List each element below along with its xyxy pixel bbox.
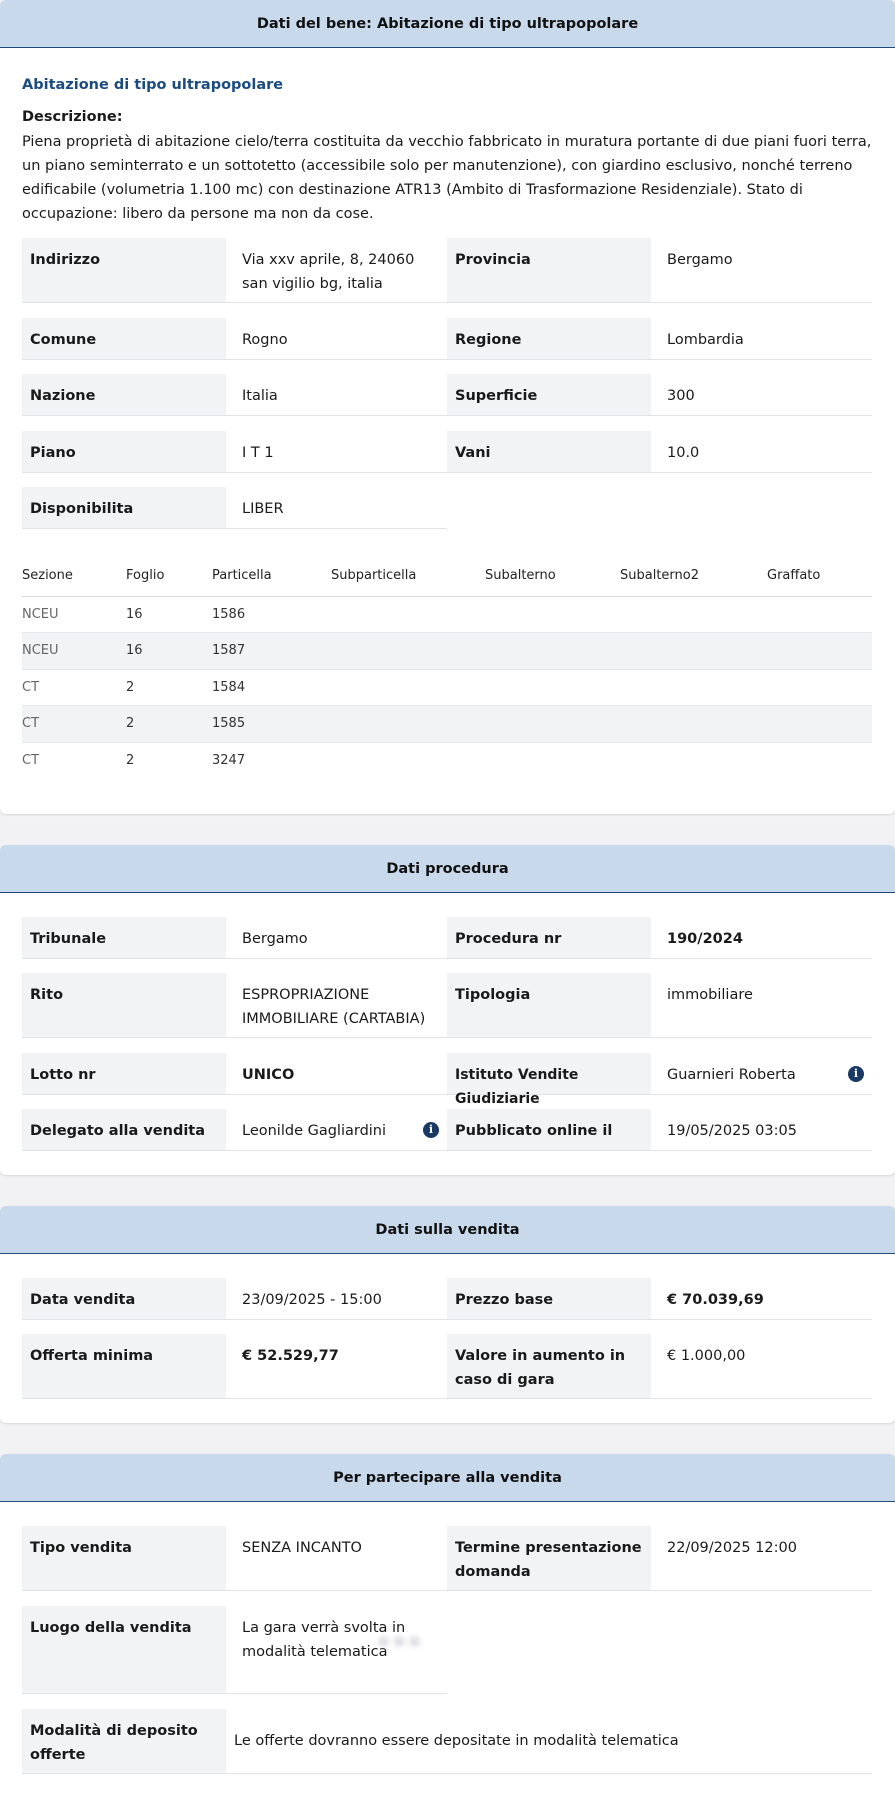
cell-sezione: NCEU [22, 596, 126, 633]
label-termine: Termine presentazione domanda [447, 1526, 651, 1591]
cell-subalterno2 [620, 706, 767, 743]
cell-subalterno2 [620, 669, 767, 706]
cell-foglio: 2 [126, 752, 135, 768]
card-header-dati-bene: Dati del bene: Abitazione di tipo ultrapopolare [0, 0, 895, 48]
value-valore-aumento: € 1.000,00 [651, 1334, 872, 1399]
col-subparticella: Subparticella [331, 556, 485, 596]
cell-subalterno [485, 742, 620, 779]
description-label: Descrizione: [22, 109, 123, 125]
value-luogo: La gara verrà svolta in modalità telematica [226, 1606, 447, 1694]
value-termine: 22/09/2025 12:00 [651, 1526, 872, 1591]
cell-sezione: NCEU [22, 633, 126, 670]
label-offerta-minima: Offerta minima [22, 1334, 226, 1399]
value-indirizzo: Via xxv aprile, 8, 24060 san vigilio bg, italia [226, 238, 447, 303]
cell-subparticella [331, 742, 485, 779]
col-particella: Particella [212, 556, 331, 596]
cell-subparticella [331, 596, 485, 633]
cell-subalterno2 [620, 633, 767, 670]
label-prezzo-base: Prezzo base [447, 1278, 651, 1320]
cell-particella: 1585 [212, 706, 331, 743]
catasto-table [22, 556, 872, 779]
value-superficie: 300 [651, 374, 872, 416]
cell-sezione: CT [22, 669, 126, 706]
cell-foglio: 2 [126, 706, 212, 743]
table-row [22, 596, 872, 633]
value-tipo-vendita: SENZA INCANTO [226, 1526, 447, 1591]
luogo-faded-text: ● ● ● [378, 1634, 421, 1649]
label-deposito: Modalità di deposito offerte [22, 1709, 226, 1774]
cell-particella: 1584 [212, 669, 331, 706]
label-superficie: Superficie [447, 374, 651, 416]
value-prezzo-base: € 70.039,69 [651, 1278, 872, 1320]
value-tribunale: Bergamo [226, 917, 447, 959]
catasto-header-row [22, 556, 872, 596]
label-vani: Vani [447, 431, 651, 473]
cell-foglio: 2 [126, 669, 212, 706]
cell-subparticella [331, 633, 485, 670]
value-procedura: 190/2024 [651, 917, 872, 959]
cell-subalterno2 [620, 596, 767, 633]
label-pubblicato: Pubblicato online il [447, 1109, 651, 1151]
cell-foglio: 16 [126, 633, 212, 670]
table-row [22, 669, 872, 706]
label-valore-aumento: Valore in aumento in caso di gara [447, 1334, 651, 1399]
value-vani: 10.0 [651, 431, 872, 473]
cell-sezione: CT [22, 752, 40, 768]
value-deposito: Le offerte dovranno essere depositate in modalità telematica [226, 1709, 872, 1774]
value-offerta-minima: € 52.529,77 [226, 1334, 447, 1399]
cell-subalterno [485, 706, 620, 743]
col-graffato: Graffato [767, 556, 872, 596]
label-data-vendita: Data vendita [22, 1278, 226, 1320]
label-procedura: Procedura nr [447, 917, 651, 959]
table-row [22, 633, 872, 670]
card-dati-procedura [0, 845, 895, 1175]
value-delegato: Leonilde Gagliardini [226, 1109, 447, 1151]
card-header-dati-procedura: Dati procedura [0, 845, 895, 893]
value-disponibilita: LIBER [226, 487, 447, 529]
value-lotto: UNICO [226, 1053, 447, 1095]
cell-subalterno [485, 669, 620, 706]
istituto-info-icon[interactable]: i [848, 1066, 864, 1082]
card-dati-vendita [0, 1206, 895, 1423]
value-istituto: Guarnieri Roberta [651, 1053, 872, 1095]
table-row [22, 742, 872, 779]
cell-subalterno [485, 596, 620, 633]
label-nazione: Nazione [22, 374, 226, 416]
value-tipologia: immobiliare [651, 973, 872, 1038]
cell-particella: 3247 [212, 752, 246, 768]
cell-particella: 1587 [212, 633, 331, 670]
label-istituto: Istituto Vendite Giudiziarie [447, 1053, 651, 1095]
col-foglio: Foglio [126, 556, 212, 596]
value-piano: I T 1 [226, 431, 447, 473]
value-rito: ESPROPRIAZIONE IMMOBILIARE (CARTABIA) [226, 973, 447, 1038]
label-lotto: Lotto nr [22, 1053, 226, 1095]
value-provincia: Bergamo [651, 238, 872, 303]
cell-subparticella [331, 706, 485, 743]
cell-graffato [767, 706, 872, 743]
col-subalterno2: Subalterno2 [620, 556, 767, 596]
label-rito: Rito [22, 973, 226, 1038]
cell-subalterno [485, 633, 620, 670]
cell-graffato [767, 596, 872, 633]
cell-graffato [767, 742, 872, 779]
cell-subalterno2 [620, 742, 767, 779]
delegato-info-icon[interactable]: i [423, 1122, 439, 1138]
value-pubblicato: 19/05/2025 03:05 [651, 1109, 872, 1151]
cell-graffato [767, 669, 872, 706]
label-tipo-vendita: Tipo vendita [22, 1526, 226, 1591]
bene-subtitle: Abitazione di tipo ultrapopolare [22, 77, 284, 93]
cell-graffato [767, 633, 872, 670]
col-sezione: Sezione [22, 556, 126, 596]
label-piano: Piano [22, 431, 226, 473]
card-header-dati-vendita: Dati sulla vendita [0, 1206, 895, 1254]
card-header-partecipare: Per partecipare alla vendita [0, 1454, 895, 1502]
cell-subparticella [331, 669, 485, 706]
value-nazione: Italia [226, 374, 447, 416]
label-delegato: Delegato alla vendita [22, 1109, 226, 1151]
col-subalterno: Subalterno [485, 556, 620, 596]
label-luogo: Luogo della vendita [22, 1606, 226, 1694]
cell-foglio: 16 [126, 596, 212, 633]
label-tribunale: Tribunale [22, 917, 226, 959]
card-partecipare [0, 1454, 895, 1799]
label-disponibilita: Disponibilita [22, 487, 226, 529]
cell-particella: 1586 [212, 596, 331, 633]
description-text: Piena proprietà di abitazione cielo/terra costituita da vecchio fabbricato in muratura portante di due piani fuori terra, un piano seminterrato e un sottotetto (accessibile solo per manutenzione), con giardino esclusivo, nonché terreno edificabile (volumetria 1.100 mc) con destinazione ATR13 (Ambito di Trasformazione Residenziale). Stato di occupazione: libero da persone ma non da cose. [22, 134, 872, 222]
label-regione: Regione [447, 318, 651, 360]
card-dati-bene [0, 0, 895, 814]
cell-sezione: CT [22, 706, 126, 743]
value-data-vendita: 23/09/2025 - 15:00 [226, 1278, 447, 1320]
value-regione: Lombardia [651, 318, 872, 360]
label-indirizzo: Indirizzo [22, 238, 226, 303]
table-row [22, 706, 872, 743]
label-provincia: Provincia [447, 238, 651, 303]
label-tipologia: Tipologia [447, 973, 651, 1038]
label-comune: Comune [22, 318, 226, 360]
value-comune: Rogno [226, 318, 447, 360]
